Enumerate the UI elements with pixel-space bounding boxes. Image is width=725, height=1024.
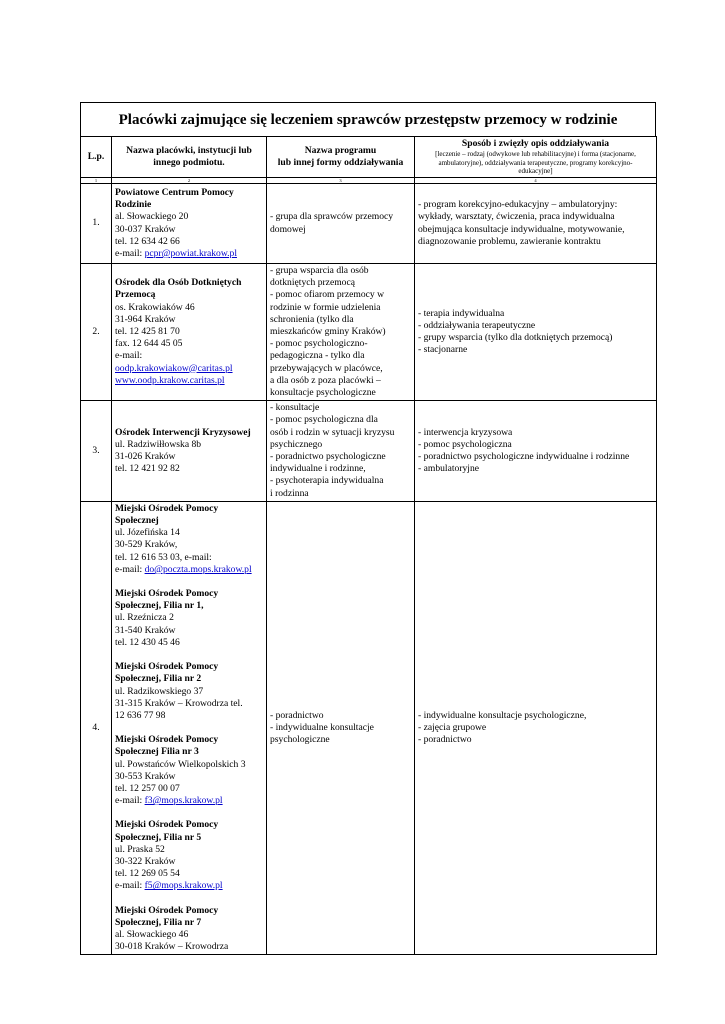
facilities-table (80, 136, 657, 955)
program-cell: - konsultacje - pomoc psychologiczna dla osób i rodzin w sytuacji kryzysu psychicznego - poradnictwo psychologiczne indywidualne i rodzinne, - psychoterapia indywidualna i rodzinna (267, 401, 415, 502)
row-number: 4. (81, 501, 112, 955)
row-number: 3. (81, 401, 112, 502)
table-header (81, 137, 657, 178)
email-link[interactable]: f5@mops.krakow.pl (144, 880, 223, 892)
table-row (81, 501, 657, 955)
facility-cell: Miejski Ośrodek Pomocy Społecznej ul. Józefińska 14 30-529 Kraków, tel. 12 616 53 03, e-mail: e-mail: do@poczta.mops.krakow.pl Miejski Ośrodek Pomocy Społecznej, Filia nr 1, ul. Rzeźnicza 2 31-540 Kraków tel. 12 430 45 46 Miejski Ośrodek Pomocy Społecznej, Filia nr 2 ul. Radzikowskiego 37 31-315 Kraków – Krowodrza tel. 12 636 77 98 Miejski Ośrodek Pomocy Społecznej Filia nr 3 ul. Powstańców Wielkopolskich 3 30-553 Kraków tel. 12 257 00 07 e-mail: f3@mops.krakow.pl Miejski Ośrodek Pomocy Społecznej, Filia nr 5 ul. Praska 52 30-322 Kraków tel. 12 269 05 54 e-mail: f5@mops.krakow.pl Miejski Ośrodek Pomocy Społecznej, Filia nr 7 al. Słowackiego 46 30-018 Kraków – Krowodrza (112, 501, 267, 955)
column-number: 3 (267, 178, 415, 184)
description-cell: - program korekcyjno-edukacyjny – ambulatoryjny: wykłady, warsztaty, ćwiczenia, praca indywidualna obejmująca konsultacje indywidualne, motywowanie, diagnozowanie problemu, zawieranie kontraktu (415, 184, 657, 264)
table-row (81, 184, 657, 264)
email-link[interactable]: pcpr@powiat.krakow.pl (144, 247, 237, 259)
document-page (80, 102, 656, 955)
table-row (81, 264, 657, 401)
row-number: 2. (81, 264, 112, 401)
header-facility-name: Nazwa placówki, instytucji lub innego podmiotu. (112, 137, 267, 178)
header-description: Sposób i zwięzły opis oddziaływania [leczenie – rodzaj (odwykowe lub rehabilitacyjne) i forma (stacjonarne, ambulatoryjne), oddziaływania terapeutyczne, programy korekcyjno- edukacyjne] (415, 137, 657, 178)
description-cell: - indywidualne konsultacje psychologiczne, - zajęcia grupowe - poradnictwo (415, 501, 657, 955)
website-link[interactable]: www.oodp.krakow.caritas.pl (115, 374, 225, 386)
program-cell: - poradnictwo - indywidualne konsultacje psychologiczne (267, 501, 415, 955)
facility-cell: Ośrodek Interwencji Kryzysowej ul. Radziwiłłowska 8b 31-026 Kraków tel. 12 421 92 82 (112, 401, 267, 502)
program-cell: - grupa wsparcia dla osób dotkniętych przemocą - pomoc ofiarom przemocy w rodzinie w formie udzielenia schronienia (tylko dla mieszkańców gminy Kraków) - pomoc psychologiczno- pedagogiczna - tylko dla przebywających w placówce, a dla osób z poza placówki – konsultacje psychologiczne (267, 264, 415, 401)
description-cell: - interwencja kryzysowa - pomoc psychologiczna - poradnictwo psychologiczne indywidualne i rodzinne - ambulatoryjne (415, 401, 657, 502)
header-lp: L.p. (81, 137, 112, 178)
description-cell: - terapia indywidualna - oddziaływania terapeutyczne - grupy wsparcia (tylko dla dotkniętych przemocą) - stacjonarne (415, 264, 657, 401)
table-row (81, 401, 657, 502)
facility-cell: Ośrodek dla Osób Dotkniętych Przemocą os. Krakowiaków 46 31-964 Kraków tel. 12 425 81 70 fax. 12 644 45 05 e-mail: oodp.krakowiakow@caritas.pl www.oodp.krakow.caritas.pl (112, 264, 267, 401)
column-number: 1 (81, 178, 112, 184)
email-link[interactable]: do@poczta.mops.krakow.pl (144, 563, 252, 575)
column-number: 2 (112, 178, 267, 184)
email-link[interactable]: oodp.krakowiakow@caritas.pl (115, 362, 233, 374)
column-number: 4 (415, 178, 657, 184)
document-title: Placówki zajmujące się leczeniem sprawców przestępstw przemocy w rodzinie (80, 102, 656, 136)
header-program-name: Nazwa programu lub innej formy oddziaływania (267, 137, 415, 178)
program-cell: - grupa dla sprawców przemocy domowej (267, 184, 415, 264)
row-number: 1. (81, 184, 112, 264)
facility-cell: Powiatowe Centrum Pomocy Rodzinie al. Słowackiego 20 30-037 Kraków tel. 12 634 42 66 e-mail: pcpr@powiat.krakow.pl (112, 184, 267, 264)
email-link[interactable]: f3@mops.krakow.pl (144, 795, 223, 807)
